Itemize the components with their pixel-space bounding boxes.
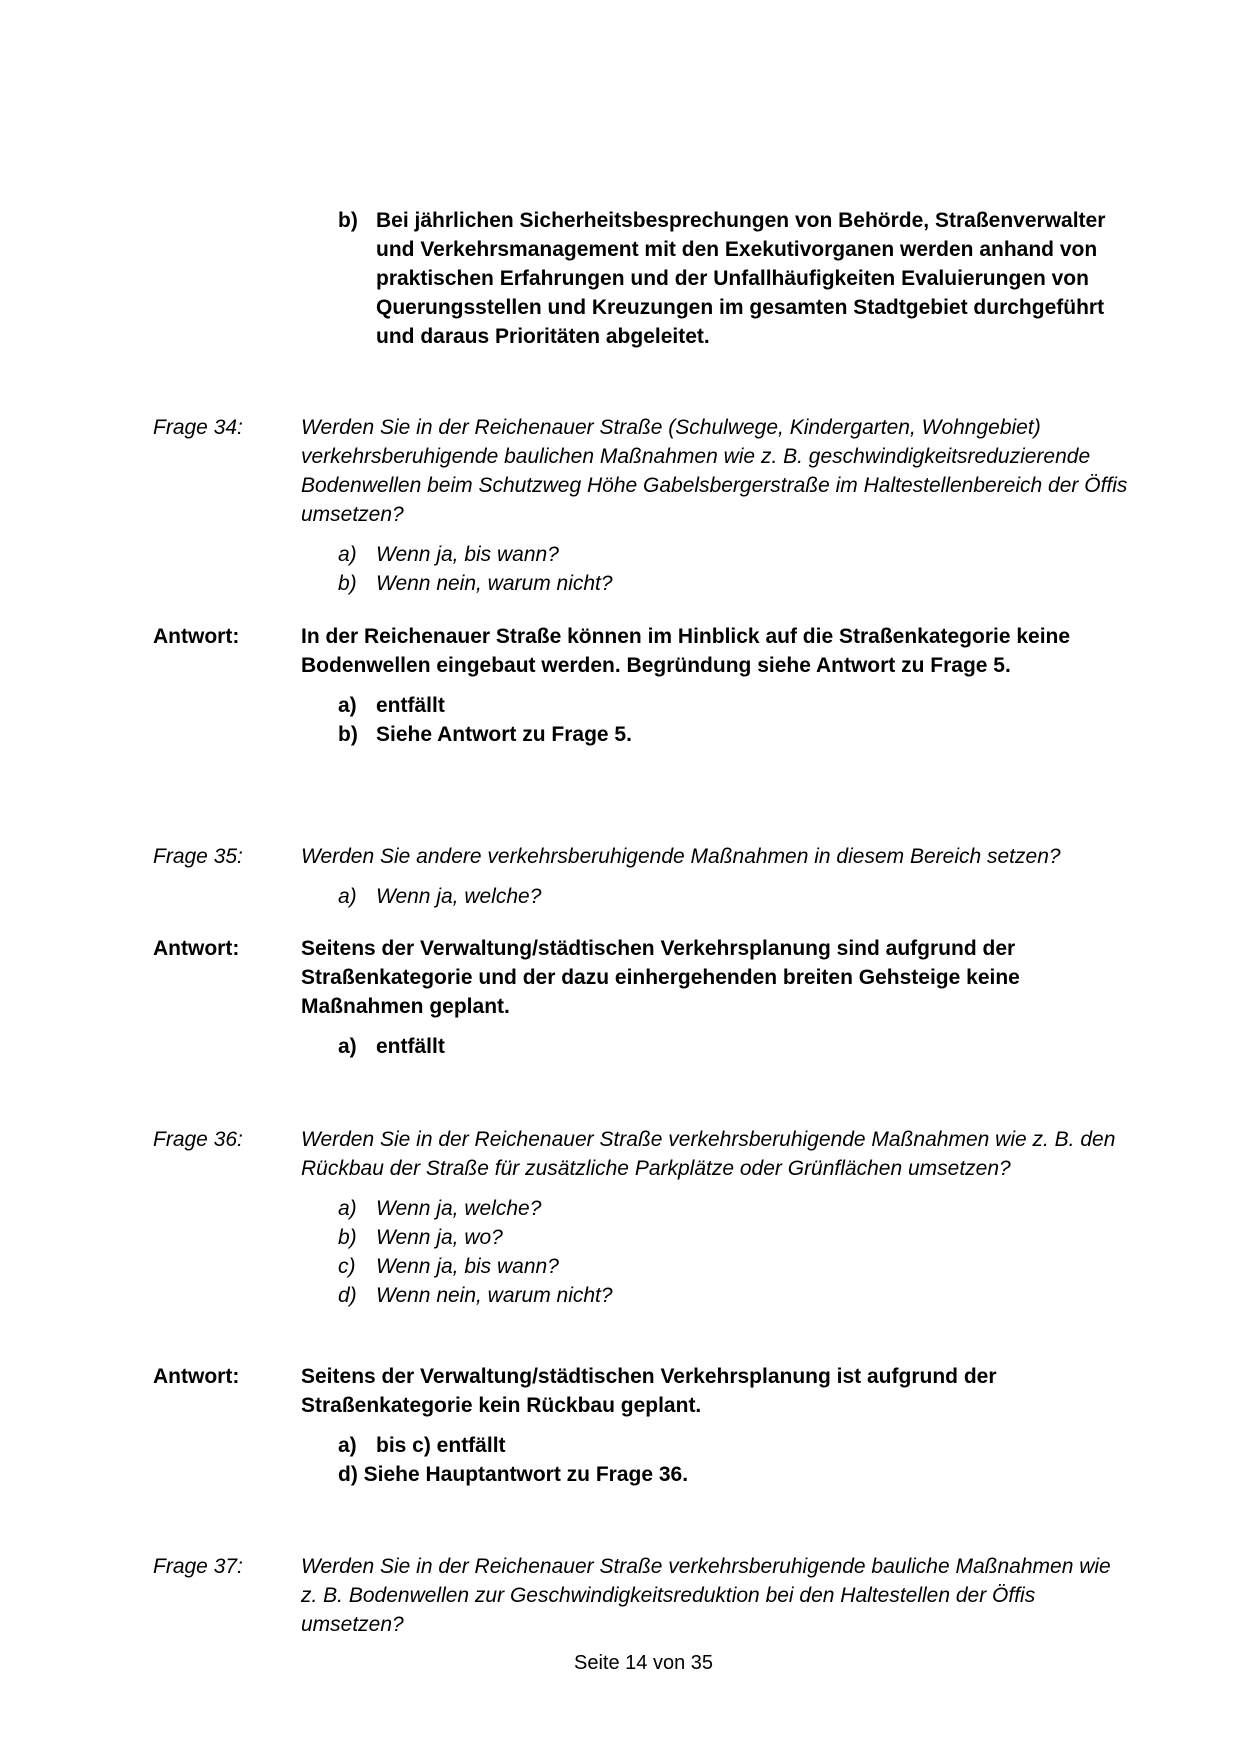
question-text: Werden Sie in der Reichenauer Straße verkehrsberuhigende bauliche Maßnahmen wie z. B. Bodenwellen zur Geschwindigkeitsreduktion bei den Haltestellen der Öffis umsetzen? xyxy=(301,1555,1111,1636)
list-item xyxy=(338,1194,1131,1223)
list-text: bis c) entfällt xyxy=(376,1434,506,1457)
list-marker: a) xyxy=(338,543,357,566)
answer-body xyxy=(301,622,1131,749)
question-sublist xyxy=(301,882,1131,911)
list-text: Wenn nein, warum nicht? xyxy=(376,572,613,595)
question-text: Werden Sie in der Reichenauer Straße (Schulwege, Kindergarten, Wohngebiet) verkehrsberuhigende baulichen Maßnahmen wie z. B. geschwindigkeitsreduzierende Bodenwellen beim Schutzweg Höhe Gabelsbergerstraße im Haltestellenbereich der Öffis umsetzen? xyxy=(301,416,1128,526)
list-text: entfällt xyxy=(376,1035,445,1058)
answer-sublist xyxy=(301,1431,1131,1460)
list-marker: a) xyxy=(338,694,357,717)
list-item xyxy=(338,569,1131,598)
question-37 xyxy=(153,1552,1143,1639)
list-text: Wenn ja, welche? xyxy=(376,1197,542,1220)
question-sublist xyxy=(301,540,1131,598)
answer-text: In der Reichenauer Straße können im Hinblick auf die Straßenkategorie keine Bodenwellen eingebaut werden. Begründung siehe Antwort zu Frage 5. xyxy=(301,625,1071,677)
list-item xyxy=(338,1032,1131,1061)
question-34 xyxy=(153,413,1143,598)
list-item xyxy=(338,691,1131,720)
list-marker: b) xyxy=(338,1226,357,1249)
answer-label: Antwort: xyxy=(153,625,240,648)
list-item xyxy=(338,720,1131,749)
answer-label: Antwort: xyxy=(153,1365,240,1388)
answer-text: Seitens der Verwaltung/städtischen Verkehrsplanung sind aufgrund der Straßenkategorie und der dazu einhergehenden breiten Gehsteige keine Maßnahmen geplant. xyxy=(301,937,1020,1018)
intro-answer-body xyxy=(301,206,1131,351)
list-text: entfällt xyxy=(376,694,445,717)
question-body xyxy=(301,1552,1131,1639)
list-text: Wenn ja, wo? xyxy=(376,1226,503,1249)
list-text: Wenn ja, bis wann? xyxy=(376,543,559,566)
answer-34 xyxy=(153,622,1143,749)
list-marker: b) xyxy=(338,723,358,746)
list-marker: d) xyxy=(338,1284,357,1307)
answer-36 xyxy=(153,1362,1143,1489)
answer-body xyxy=(301,1362,1131,1489)
answer-sublist xyxy=(301,1032,1131,1061)
list-marker: b) xyxy=(338,209,358,232)
question-body xyxy=(301,413,1131,598)
list-marker: a) xyxy=(338,885,357,908)
intro-answer-item xyxy=(153,206,1143,351)
list-item xyxy=(338,1431,1131,1460)
list-item xyxy=(338,1252,1131,1281)
answer-sublist xyxy=(301,691,1131,749)
question-body xyxy=(301,1125,1131,1310)
list-item xyxy=(338,882,1131,911)
question-body xyxy=(301,842,1131,911)
list-item xyxy=(338,206,1131,351)
list-item xyxy=(338,1281,1131,1310)
list-text: Bei jährlichen Sicherheitsbesprechungen von Behörde, Straßenverwalter und Verkehrsmanagement mit den Exekutivorganen werden anhand von praktischen Erfahrungen und der Unfallhäufigkeiten Evaluierungen von Querungsstellen und Kreuzungen im gesamten Stadtgebiet durchgeführt und daraus Prioritäten abgeleitet. xyxy=(376,209,1106,348)
question-label: Frage 37: xyxy=(153,1555,243,1578)
answer-35 xyxy=(153,934,1143,1061)
question-sublist xyxy=(301,1194,1131,1310)
answer-label: Antwort: xyxy=(153,937,240,960)
question-label: Frage 35: xyxy=(153,845,243,868)
list-marker: a) xyxy=(338,1434,357,1457)
list-text: Wenn ja, bis wann? xyxy=(376,1255,559,1278)
question-label: Frage 34: xyxy=(153,416,243,439)
question-36 xyxy=(153,1125,1143,1310)
list-text: Wenn nein, warum nicht? xyxy=(376,1284,613,1307)
list-text: Siehe Antwort zu Frage 5. xyxy=(376,723,632,746)
question-label: Frage 36: xyxy=(153,1128,243,1151)
list-marker: c) xyxy=(338,1255,356,1278)
answer-text: Seitens der Verwaltung/städtischen Verkehrsplanung ist aufgrund der Straßenkategorie kein Rückbau geplant. xyxy=(301,1365,997,1417)
page-number-footer: Seite 14 von 35 xyxy=(574,1652,713,1674)
question-35 xyxy=(153,842,1143,911)
list-item xyxy=(338,1223,1131,1252)
list-item xyxy=(338,540,1131,569)
list-marker: a) xyxy=(338,1197,357,1220)
answer-body xyxy=(301,934,1131,1061)
list-text: Wenn ja, welche? xyxy=(376,885,542,908)
list-marker: b) xyxy=(338,572,357,595)
question-text: Werden Sie andere verkehrsberuhigende Maßnahmen in diesem Bereich setzen? xyxy=(301,845,1061,868)
list-marker: a) xyxy=(338,1035,357,1058)
question-text: Werden Sie in der Reichenauer Straße verkehrsberuhigende Maßnahmen wie z. B. den Rückbau der Straße für zusätzliche Parkplätze oder Grünflächen umsetzen? xyxy=(301,1128,1116,1180)
list-item: d) Siehe Hauptantwort zu Frage 36. xyxy=(338,1463,689,1486)
